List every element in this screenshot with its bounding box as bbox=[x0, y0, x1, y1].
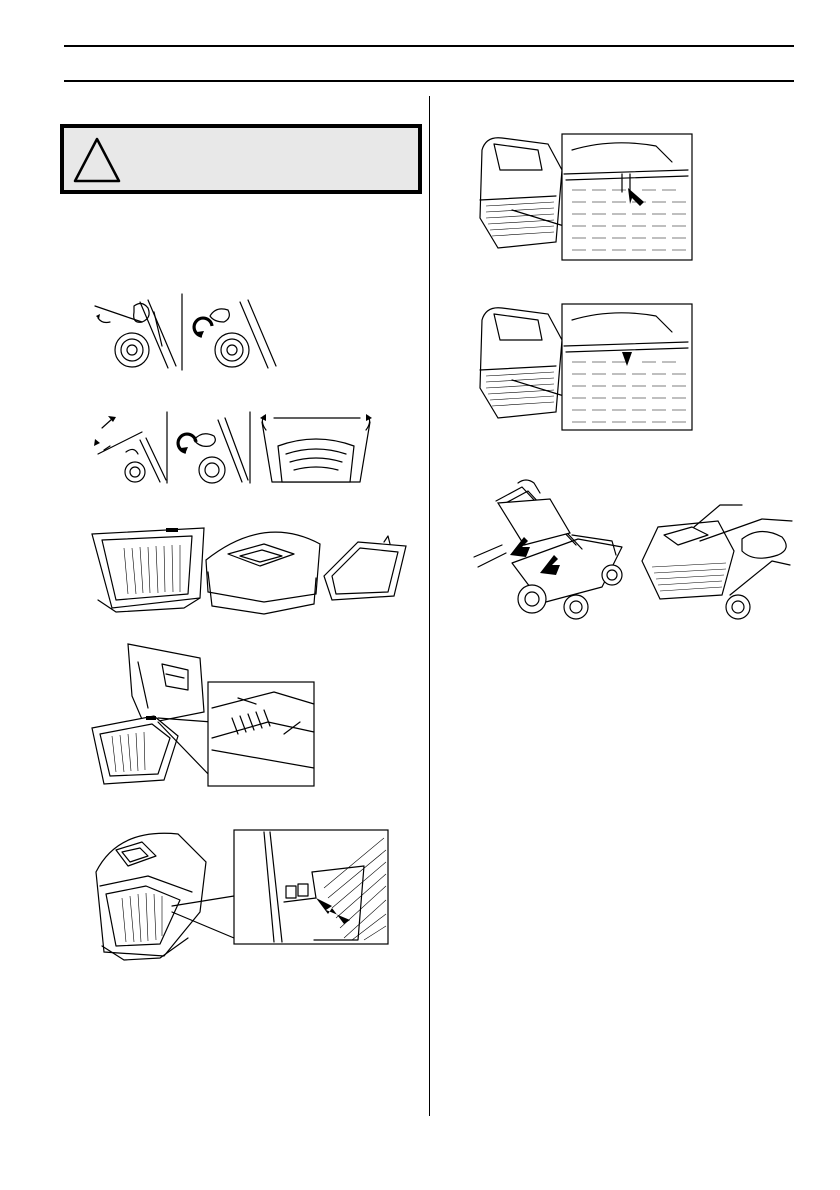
figure-grassbag-mount bbox=[472, 475, 802, 625]
warning-box bbox=[60, 124, 422, 194]
figure-grassbag-join bbox=[88, 638, 318, 788]
header-bottom-rule bbox=[64, 80, 794, 82]
warning-triangle-icon bbox=[72, 136, 122, 184]
figure-grassbag-clip bbox=[88, 828, 393, 963]
figure-grassbag-grid-a bbox=[472, 130, 697, 262]
figure-grassbag-parts bbox=[88, 520, 418, 615]
figure-wheel-pin-remove bbox=[90, 292, 280, 372]
figure-grassbag-grid-b bbox=[472, 300, 697, 432]
column-divider bbox=[429, 96, 430, 1116]
header-top-rule bbox=[64, 45, 794, 47]
figure-handle-fold bbox=[90, 410, 382, 485]
